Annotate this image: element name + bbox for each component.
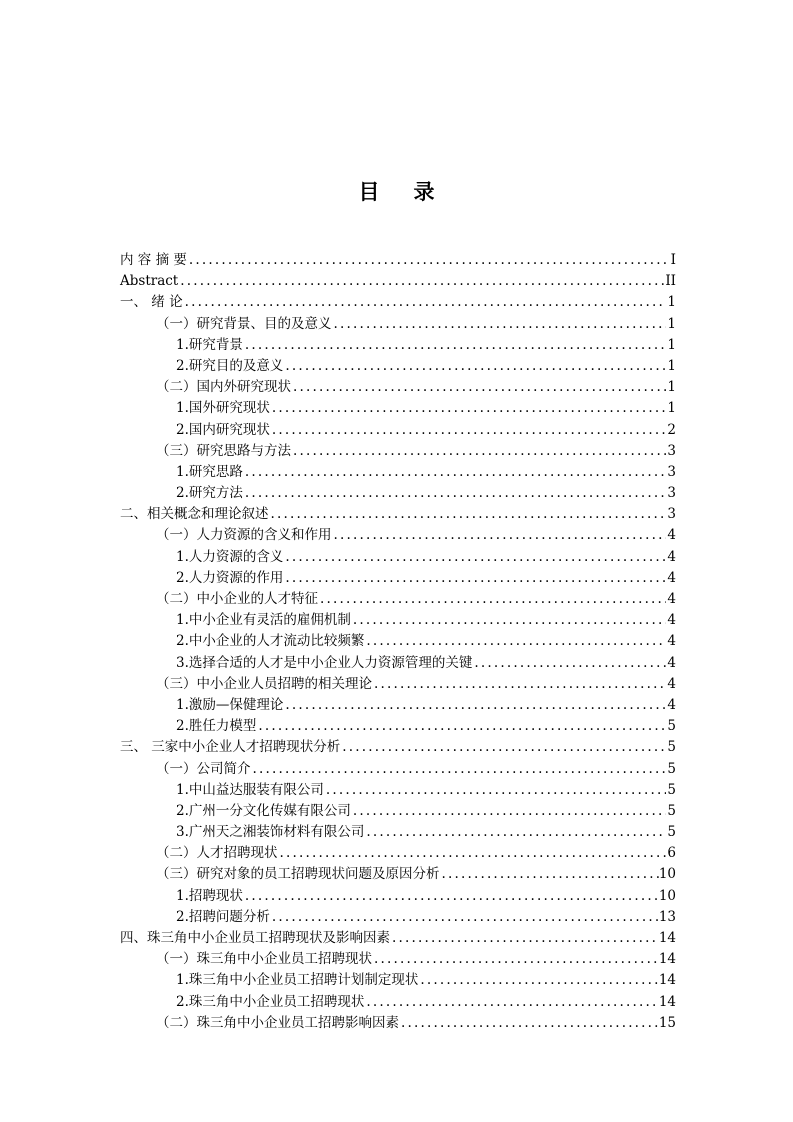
toc-leader-dots [251, 759, 667, 780]
toc-entry-label: 2.研究目的及意义 [176, 357, 284, 374]
toc-entry[interactable] [120, 970, 676, 991]
toc-entry-label: 1.招聘现状 [176, 887, 243, 904]
toc-entry-label: 1.珠三角中小企业员工招聘计划制定现状 [176, 972, 419, 989]
toc-leader-dots [256, 716, 666, 737]
toc-leader-dots [364, 631, 666, 652]
toc-entry-page: 3 [667, 463, 676, 480]
toc-entry[interactable] [120, 992, 676, 1013]
toc-leader-dots [283, 356, 666, 377]
toc-entry-page: 1 [667, 336, 676, 353]
toc-leader-dots [364, 992, 658, 1013]
toc-entry-page: I [670, 252, 676, 268]
toc-entry[interactable] [120, 886, 676, 907]
toc-entry-label: 内 容 摘 要 [120, 252, 187, 268]
toc-entry[interactable] [120, 653, 676, 674]
toc-leader-dots [283, 568, 666, 589]
toc-entry-label: 1.激励—保健理论 [176, 696, 284, 713]
toc-entry-label: （三）研究思路与方法 [156, 442, 291, 459]
toc-entry-label: 四、珠三角中小企业员工招聘现状及影响因素 [120, 930, 390, 946]
toc-entry-page: 5 [667, 802, 676, 819]
toc-leader-dots [243, 886, 659, 907]
toc-entry[interactable] [120, 780, 676, 801]
toc-entry-page: 1 [667, 357, 676, 374]
toc-entry-page: 4 [667, 654, 676, 671]
toc-entry-page: 14 [658, 930, 676, 946]
toc-entry-label: 2.研究方法 [176, 485, 243, 502]
toc-entry-label: 三、 三家中小企业人才招聘现状分析 [120, 739, 341, 756]
toc-entry-page: 4 [667, 696, 676, 713]
toc-leader-dots [183, 292, 666, 313]
toc-leader-dots [472, 653, 666, 674]
toc-entry-page: 13 [658, 908, 676, 925]
toc-entry-page: 10 [658, 866, 676, 883]
toc-entry-label: 2.中小企业的人才流动比较频繁 [176, 633, 365, 650]
toc-entry[interactable] [120, 1013, 676, 1034]
toc-entry[interactable] [120, 398, 676, 419]
toc-entry-label: 1.研究背景 [176, 336, 243, 353]
toc-entry-label: （二）人才招聘现状 [156, 845, 278, 862]
toc-entry[interactable] [120, 928, 676, 949]
toc-leader-dots [318, 589, 666, 610]
toc-entry[interactable] [120, 589, 676, 610]
toc-entry[interactable] [120, 462, 676, 483]
toc-entry[interactable] [120, 250, 676, 271]
toc-entry-page: 3 [667, 485, 676, 502]
toc-entry-page: 5 [667, 781, 676, 798]
toc-entry-label: 2.胜任力模型 [176, 718, 257, 735]
toc-entry-label: （二）珠三角中小企业员工招聘影响因素 [156, 1014, 399, 1031]
toc-entry[interactable] [120, 949, 676, 970]
toc-entry-label: （二）国内外研究现状 [156, 379, 291, 396]
toc-entry-page: 4 [667, 612, 676, 629]
toc-entry[interactable] [120, 441, 676, 462]
toc-leader-dots [283, 547, 666, 568]
toc-entry-page: 5 [667, 739, 676, 756]
toc-entry[interactable] [120, 483, 676, 504]
toc-entry[interactable] [120, 377, 676, 398]
toc-entry[interactable] [120, 759, 676, 780]
toc-entry-page: 1 [667, 379, 676, 396]
toc-entry-label: 1.研究思路 [176, 463, 243, 480]
toc-entry-label: Abstract [120, 273, 179, 290]
toc-entry-page: 4 [667, 591, 676, 607]
toc-entry-page: 1 [667, 315, 676, 332]
toc-entry-page: 14 [658, 993, 676, 1010]
toc-leader-dots [269, 504, 667, 525]
toc-entry-label: （三）研究对象的员工招聘现状问题及原因分析 [156, 866, 440, 883]
toc-leader-dots [187, 250, 666, 271]
toc-entry-label: 2.招聘问题分析 [176, 908, 270, 925]
toc-entry[interactable] [120, 695, 676, 716]
toc-entry[interactable] [120, 547, 676, 568]
toc-entry[interactable] [120, 525, 676, 546]
toc-entry-page: 3 [667, 506, 676, 523]
toc-entry[interactable] [120, 271, 676, 292]
toc-leader-dots [178, 271, 665, 292]
title-char-1: 目 [358, 180, 380, 204]
toc-leader-dots [243, 335, 666, 356]
toc-entry-label: （一）公司简介 [156, 760, 251, 777]
toc-entry-label: 1.中小企业有灵活的雇佣机制 [176, 612, 351, 629]
toc-entry-label: （一）研究背景、目的及意义 [156, 315, 332, 332]
toc-entry-page: 5 [667, 824, 676, 841]
toc-entry[interactable] [120, 907, 676, 928]
toc-entry[interactable] [120, 420, 676, 441]
toc-entry-page: 10 [658, 887, 676, 904]
toc-entry-page: 14 [658, 951, 676, 968]
toc-entry[interactable] [120, 674, 676, 695]
toc-entry-page: 5 [667, 760, 676, 777]
toc-entry-label: （二）中小企业的人才特征 [156, 591, 318, 607]
toc-entry[interactable] [120, 568, 676, 589]
toc-entry-label: （一）人力资源的含义和作用 [156, 527, 332, 544]
toc-leader-dots [332, 525, 667, 546]
toc-entry-page: 4 [667, 548, 676, 565]
toc-entry-page: 4 [667, 569, 676, 586]
toc-leader-dots [291, 377, 666, 398]
toc-entry-page: 4 [667, 633, 676, 650]
toc-entry-page: II [665, 273, 676, 290]
page-title [0, 176, 793, 206]
toc-entry[interactable] [120, 356, 676, 377]
toc-entry-page: 15 [658, 1014, 676, 1031]
toc-leader-dots [372, 949, 659, 970]
toc-entry-label: 3.广州天之湘装饰材料有限公司 [176, 824, 365, 841]
toc-entry-page: 6 [667, 845, 676, 862]
toc-leader-dots [243, 462, 666, 483]
toc-entry-label: 2.人力资源的作用 [176, 569, 284, 586]
toc-entry-label: 一、 绪 论 [120, 294, 183, 311]
toc-leader-dots [332, 314, 667, 335]
toc-leader-dots [372, 674, 666, 695]
toc-entry[interactable] [120, 737, 676, 758]
toc-entry-label: 1.人力资源的含义 [176, 548, 284, 565]
toc-leader-dots [418, 970, 658, 991]
toc-leader-dots [324, 780, 666, 801]
toc-leader-dots [351, 610, 666, 631]
toc-entry-page: 4 [667, 527, 676, 544]
toc-entry[interactable] [120, 822, 676, 843]
toc-entry-label: 2.广州一分文化传媒有限公司 [176, 802, 351, 819]
title-char-2: 录 [413, 180, 435, 204]
toc-entry[interactable] [120, 716, 676, 737]
toc-leader-dots [291, 441, 666, 462]
toc-entry[interactable] [120, 843, 676, 864]
toc-entry-label: 1.国外研究现状 [176, 400, 270, 417]
toc-entry-label: 2.珠三角中小企业员工招聘现状 [176, 993, 365, 1010]
toc-entry-page: 5 [667, 718, 676, 735]
toc-leader-dots [243, 483, 666, 504]
toc-leader-dots [351, 801, 666, 822]
toc-entry-page: 2 [667, 421, 676, 438]
toc-entry-label: 2.国内研究现状 [176, 421, 270, 438]
toc-entry-page: 14 [658, 972, 676, 989]
toc-entry-page: 1 [667, 400, 676, 417]
toc-leader-dots [340, 737, 666, 758]
toc-entry[interactable] [120, 801, 676, 822]
toc-leader-dots [364, 822, 666, 843]
toc-entry-page: 1 [667, 294, 676, 311]
toc-leader-dots [440, 864, 659, 885]
toc-entry-label: 1.中山益达服装有限公司 [176, 781, 324, 798]
toc-leader-dots [270, 907, 659, 928]
toc-entry[interactable] [120, 864, 676, 885]
toc-leader-dots [283, 695, 666, 716]
toc-entry[interactable] [120, 631, 676, 652]
toc-leader-dots [270, 398, 666, 419]
toc-leader-dots [278, 843, 667, 864]
toc-leader-dots [270, 420, 666, 441]
toc-entry-label: 二、相关概念和理论叙述 [120, 506, 269, 523]
toc-entry-page: 4 [667, 675, 676, 692]
toc-leader-dots [399, 1013, 659, 1034]
toc-entry-page: 3 [667, 442, 676, 459]
toc-entry-label: （三）中小企业人员招聘的相关理论 [156, 675, 372, 692]
toc-leader-dots [390, 928, 659, 949]
table-of-contents [120, 250, 676, 1034]
toc-entry[interactable] [120, 610, 676, 631]
toc-entry[interactable] [120, 292, 676, 313]
toc-entry[interactable] [120, 314, 676, 335]
toc-entry[interactable] [120, 504, 676, 525]
toc-entry-label: 3.选择合适的人才是中小企业人力资源管理的关键 [176, 654, 473, 671]
toc-entry-label: （一）珠三角中小企业员工招聘现状 [156, 951, 372, 968]
toc-entry[interactable] [120, 335, 676, 356]
